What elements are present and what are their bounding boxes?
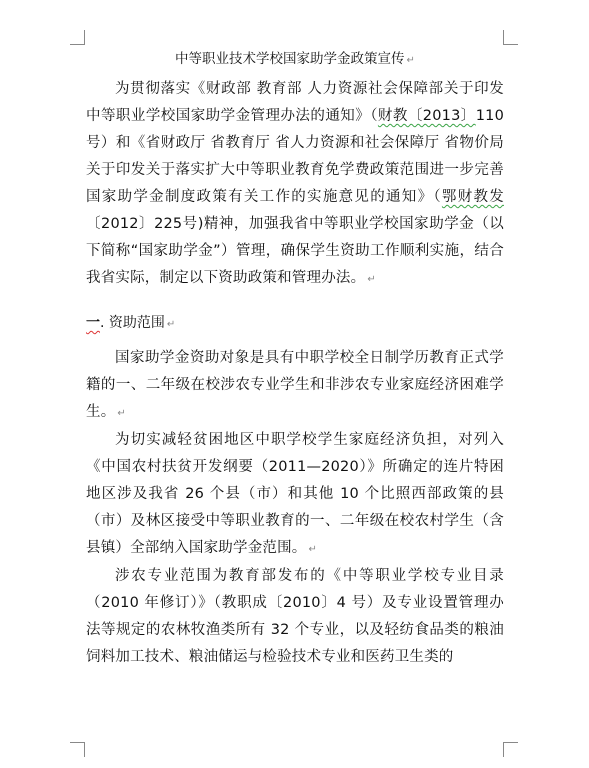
crop-mark-bottom-right xyxy=(503,742,518,757)
paragraph-scope-3: 涉农专业范围为教育部发布的《中等职业学校专业目录（2010 年修订）》（教职成〔2010〕4 号）及专业设置管理办法等规定的农林牧渔类所有 32 个专业，以及轻纺食品类的粮油饲料加工技术、粮油储运与检验技术专业和医药卫生类的 xyxy=(86,568,504,665)
paragraph-mark-icon: ↵ xyxy=(308,544,318,555)
paragraph-scope-2: 为切实减轻贫困地区中职学校学生家庭经济负担，对列入《中国农村扶贫开发纲要（2011—2020）》所确定的连片特困地区涉及我省 26 个县（市）和其他 10 个比照西部政策的县（市）及林区接受中等职业教育的一、二年级在校农村学生（含县镇）全部纳入国家助学金范围。 ↵ xyxy=(86,432,504,556)
paragraph-mark-icon: ↵ xyxy=(166,319,176,330)
grammar-mark: 鄂财教发 xyxy=(441,189,504,205)
section-heading-scope: 一. 资助范围 ↵ xyxy=(86,315,176,331)
paragraph-scope-1: 国家助学金资助对象是具有中职学校全日制学历教育正式学籍的一、二年级在校涉农专业学生和非涉农专业家庭经济困难学生。 ↵ xyxy=(86,350,504,420)
crop-mark-top-left xyxy=(70,30,85,45)
crop-mark-bottom-left xyxy=(70,742,85,757)
crop-mark-top-right xyxy=(503,30,518,45)
grammar-mark: 财教〔2013〕 xyxy=(377,108,476,124)
paragraph-mark-icon: ↵ xyxy=(367,274,376,285)
paragraph-mark-icon: ↵ xyxy=(117,408,126,419)
document-page[interactable] xyxy=(86,48,504,671)
paragraph-mark-icon: ↵ xyxy=(406,55,415,66)
document-title: 中等职业技术学校国家助学金政策宣传 ↵ xyxy=(175,51,415,67)
paragraph-intro: 为贯彻落实《财政部 教育部 人力资源社会保障部关于印发中等职业学校国家助学金管理办法的通知》（财教〔2013〕110号）和《省财政厅 省教育厅 省人力资源和社会保障厅 省物价局关于印发关于落实扩大中等职业教育免学费政策范围进一步完善国家助学金制度政策有关工作的实施意见的通知》（鄂财教发〔2012〕225号)精神，加强我省中等职业学校国家助学金（以下简称“国家助学金”）管理，确保学生资助工作顺利实施，结合我省实际，制定以下资助政策和管理办法。 ↵ xyxy=(86,81,504,286)
